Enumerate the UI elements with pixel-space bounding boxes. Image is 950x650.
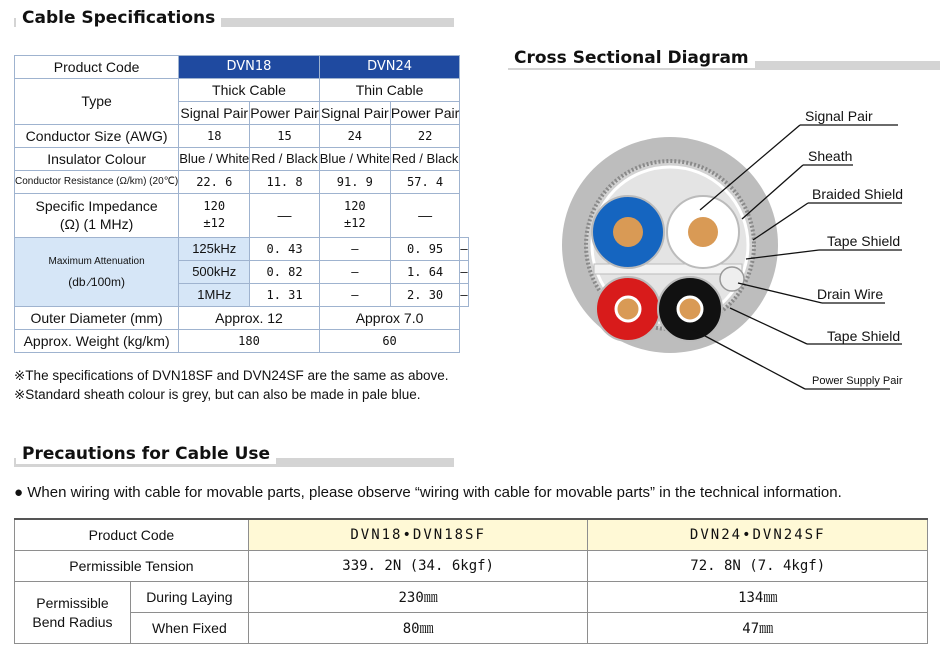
cell: 1. 31 xyxy=(250,283,319,306)
cell: — xyxy=(319,260,390,283)
cell: — xyxy=(319,237,390,260)
table-row xyxy=(15,306,469,329)
dvn18-header: DVN18 xyxy=(179,55,320,78)
impedance-tolerance: ±12 xyxy=(203,216,226,230)
spec-note-1: ※The specifications of DVN18SF and DVN24SF are the same as above. xyxy=(14,368,449,383)
dvn18-header: DVN18•DVN18SF xyxy=(248,519,588,551)
cell: 91. 9 xyxy=(319,170,390,193)
copper-core xyxy=(678,297,702,321)
cell: — xyxy=(460,237,468,260)
bend-radius-label-line1: Permissible xyxy=(36,594,109,611)
label-tape-shield: Tape Shield xyxy=(827,233,901,249)
attenuation-label xyxy=(15,237,179,306)
table-row xyxy=(15,78,469,101)
cell: 80㎜ xyxy=(248,613,588,644)
outer-diameter-label: Outer Diameter (mm) xyxy=(15,306,179,329)
freq-500khz: 500kHz xyxy=(179,260,250,283)
cell: 180 xyxy=(179,329,320,352)
attenuation-label-line2: (db ∕100m) xyxy=(68,274,125,289)
cell: 24 xyxy=(319,124,390,147)
cell: — xyxy=(250,193,319,237)
conductor-size-label: Conductor Size (AWG) xyxy=(15,124,179,147)
table-row xyxy=(15,551,928,582)
cell: — xyxy=(460,283,468,306)
cell: 230㎜ xyxy=(248,582,588,613)
label-power-supply-pair: Power Supply Pair xyxy=(812,375,903,387)
leader-line xyxy=(690,328,805,389)
product-code-label: Product Code xyxy=(15,519,249,551)
table-row xyxy=(15,582,928,613)
table-row xyxy=(15,613,928,644)
freq-1mhz: 1MHz xyxy=(179,283,250,306)
cell: Red / Black xyxy=(390,147,459,170)
during-laying-label: During Laying xyxy=(130,582,248,613)
impedance-tolerance: ±12 xyxy=(343,216,366,230)
copper-core xyxy=(613,217,643,247)
dvn24-header: DVN24•DVN24SF xyxy=(588,519,928,551)
impedance-value: 120 xyxy=(343,199,366,213)
drain-wire xyxy=(720,267,744,291)
weight-label: Approx. Weight (kg/km) xyxy=(15,329,179,352)
diagram-title: Cross Sectional Diagram xyxy=(508,48,755,68)
signal-pair-col: Signal Pair xyxy=(179,101,250,124)
cell: 11. 8 xyxy=(250,170,319,193)
cable-specs-title: Cable Specifications xyxy=(16,8,221,28)
precautions-title: Precautions for Cable Use xyxy=(16,444,276,464)
table-row xyxy=(15,519,928,551)
cell: 60 xyxy=(319,329,460,352)
cell: 2. 30 xyxy=(390,283,459,306)
copper-core xyxy=(616,297,640,321)
bend-radius-label-line2: Bend Radius xyxy=(32,613,113,630)
impedance-label xyxy=(15,193,179,237)
label-tape-shield: Tape Shield xyxy=(827,328,901,344)
signal-pair-col: Signal Pair xyxy=(319,101,390,124)
precautions-table xyxy=(14,518,928,644)
cell: 0. 82 xyxy=(250,260,319,283)
cell: 22. 6 xyxy=(179,170,250,193)
freq-125khz: 125kHz xyxy=(179,237,250,260)
impedance-label-line1: Specific Impedance xyxy=(35,198,158,214)
table-row xyxy=(15,193,469,237)
impedance-label-line2: (Ω) (1 MHz) xyxy=(59,216,134,232)
insulator-colour-label: Insulator Colour xyxy=(15,147,179,170)
table-row xyxy=(15,124,469,147)
when-fixed-label: When Fixed xyxy=(130,613,248,644)
table-row xyxy=(15,329,469,352)
label-signal-pair: Signal Pair xyxy=(805,108,873,124)
cell xyxy=(319,193,390,237)
cell: 57. 4 xyxy=(390,170,459,193)
table-row xyxy=(15,55,469,78)
label-drain-wire: Drain Wire xyxy=(817,286,884,302)
label-sheath: Sheath xyxy=(808,148,853,164)
tension-label: Permissible Tension xyxy=(15,551,249,582)
bend-radius-label xyxy=(15,582,131,644)
dvn24-header: DVN24 xyxy=(319,55,460,78)
cell: Red / Black xyxy=(250,147,319,170)
cell: Blue / White xyxy=(179,147,250,170)
power-pair-col: Power Pair xyxy=(250,101,319,124)
attenuation-label-line1: Maximum Attenuation xyxy=(48,255,145,267)
table-row xyxy=(15,147,469,170)
cell: Approx 7.0 xyxy=(319,306,460,329)
copper-core xyxy=(688,217,718,247)
cell: 47㎜ xyxy=(588,613,928,644)
type-label: Type xyxy=(15,78,179,124)
impedance-value: 120 xyxy=(203,199,226,213)
cell: Blue / White xyxy=(319,147,390,170)
cable-specs-table xyxy=(14,55,469,353)
cell: 15 xyxy=(250,124,319,147)
spec-note-2: ※Standard sheath colour is grey, but can also be made in pale blue. xyxy=(14,387,421,402)
cell: 18 xyxy=(179,124,250,147)
cell: — xyxy=(390,193,459,237)
cell: — xyxy=(319,283,390,306)
cell xyxy=(179,193,250,237)
cell: 134㎜ xyxy=(588,582,928,613)
cell: 0. 43 xyxy=(250,237,319,260)
product-code-label: Product Code xyxy=(15,55,179,78)
precautions-bullet: ● When wiring with cable for movable parts, please observe “wiring with cable for movable parts” in the technical information. xyxy=(14,484,842,501)
leader-line xyxy=(730,308,807,344)
cell: 1. 64 xyxy=(390,260,459,283)
cell: 339. 2N (34. 6kgf) xyxy=(248,551,588,582)
table-row xyxy=(15,237,469,260)
power-pair-col: Power Pair xyxy=(390,101,459,124)
label-braided-shield: Braided Shield xyxy=(812,186,904,202)
cell: 72. 8N (7. 4kgf) xyxy=(588,551,928,582)
thick-cable: Thick Cable xyxy=(179,78,320,101)
thin-cable: Thin Cable xyxy=(319,78,460,101)
table-row xyxy=(15,170,469,193)
cell: — xyxy=(460,260,468,283)
cell: 0. 95 xyxy=(390,237,459,260)
conductor-resistance-label: Conductor Resistance (Ω/km) (20℃) xyxy=(15,170,179,193)
cell: 22 xyxy=(390,124,459,147)
cell: Approx. 12 xyxy=(179,306,320,329)
